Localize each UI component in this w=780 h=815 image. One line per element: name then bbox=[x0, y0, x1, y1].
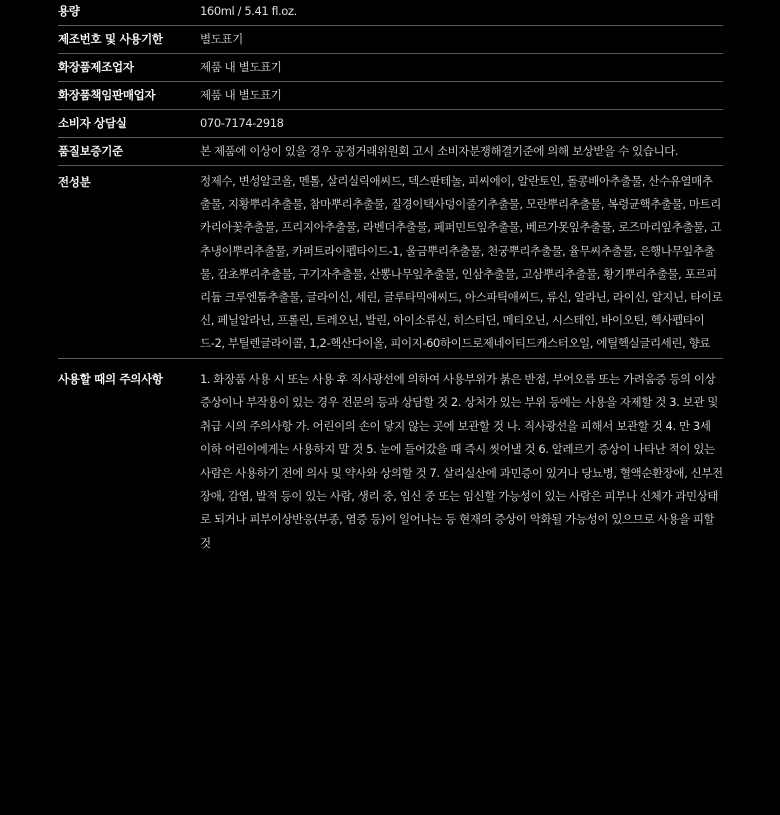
label-ingredients: 전성분 bbox=[58, 175, 91, 189]
value-lot-expiry: 별도표기 bbox=[200, 32, 243, 46]
row-ingredients bbox=[58, 166, 723, 359]
row-precautions bbox=[58, 359, 723, 559]
value-customer-service: 070-7174-2918 bbox=[200, 116, 284, 130]
row-capacity bbox=[58, 0, 723, 26]
value-distributor: 제품 내 별도표기 bbox=[200, 88, 282, 102]
label-distributor: 화장품책임판매업자 bbox=[58, 88, 156, 102]
product-info-table bbox=[58, 0, 723, 559]
label-manufacturer: 화장품제조업자 bbox=[58, 60, 134, 74]
value-manufacturer: 제품 내 별도표기 bbox=[200, 60, 282, 74]
label-quality-standard: 품질보증기준 bbox=[58, 144, 123, 158]
label-capacity: 용량 bbox=[58, 4, 80, 18]
row-distributor bbox=[58, 82, 723, 110]
value-ingredients: 정제수, 변성알코올, 멘톨, 살리실릭애씨드, 덱스판테놀, 피씨에이, 알란토인, 돌콩배아추출물, 산수유열매추출물, 지황뿌리추출물, 참마뿌리추출물, 질경이택사덩이줄기추출물, 모란뿌리추출물, 복령균핵추출물, 마트리카리아꽃추출물, 프리지아추출물, 라벤더추출물, 페퍼민트잎추출물, 베르가못잎추출물, 로즈마리잎추출물, 고추냉이뿌리추출물, 카퍼트라이펩타이드-1, 울금뿌리추출물, 천궁뿌리추출물, 율무씨추출물, 은행나무잎추출물, 감초뿌리추출물, 구기자추출물, 산뽕나무잎추출물, 인삼추출물, 고삼뿌리추출물, 황기뿌리추출물, 포르피리듐 크루엔툼추출물, 글라이신, 세린, 글루타믹애씨드, 아스파틱애씨드, 류신, 알라닌, 라이신, 알지닌, 타이로신, 페닐알라닌, 프롤린, 트레오닌, 발린, 아이소류신, 히스티딘, 메티오닌, 시스테인, 바이오틴, 헥사펩타이드-2, 부틸렌글라이콜, 1,2-헥산다이올, 피이지-60하이드로제네이티드캐스터오일, 에틸헥실글리세린, 향료 bbox=[200, 174, 723, 351]
row-quality-standard bbox=[58, 138, 723, 166]
row-customer-service bbox=[58, 110, 723, 138]
value-quality-standard: 본 제품에 이상이 있을 경우 공정거래위원회 고시 소비자분쟁해결기준에 의해 보상받을 수 있습니다. bbox=[200, 144, 679, 158]
value-precautions: 1. 화장품 사용 시 또는 사용 후 직사광선에 의하여 사용부위가 붉은 반점, 부어오름 또는 가려움증 등의 이상 증상이나 부작용이 있는 경우 전문의 등과 상담할 것 2. 상처가 있는 부위 등에는 사용을 자제할 것 3. 보관 및 취급 시의 주의사항 가. 어린이의 손이 닿지 않는 곳에 보관할 것 나. 직사광선을 피해서 보관할 것 4. 만 3세 이하 어린이에게는 사용하지 말 것 5. 눈에 들어갔을 때 즉시 씻어낼 것 6. 알레르기 증상이 나타난 적이 있는 사람은 사용하기 전에 의사 및 약사와 상의할 것 7. 살리실산에 과민증이 있거나 당뇨병, 혈액순환장애, 신부전장애, 감염, 발적 등이 있는 사람, 생리 중, 임신 중 또는 임신할 가능성이 있는 사람은 피부나 신체가 과민상태로 되거나 피부이상반응(부종, 염증 등)이 일어나는 등 현재의 증상이 악화될 가능성이 있으므로 사용을 피할 것 bbox=[200, 372, 723, 550]
label-precautions: 사용할 때의 주의사항 bbox=[58, 372, 163, 386]
row-lot-expiry bbox=[58, 26, 723, 54]
value-capacity: 160ml / 5.41 fl.oz. bbox=[200, 4, 297, 18]
label-customer-service: 소비자 상담실 bbox=[58, 116, 127, 130]
row-manufacturer bbox=[58, 54, 723, 82]
label-lot-expiry: 제조번호 및 사용기한 bbox=[58, 32, 163, 46]
